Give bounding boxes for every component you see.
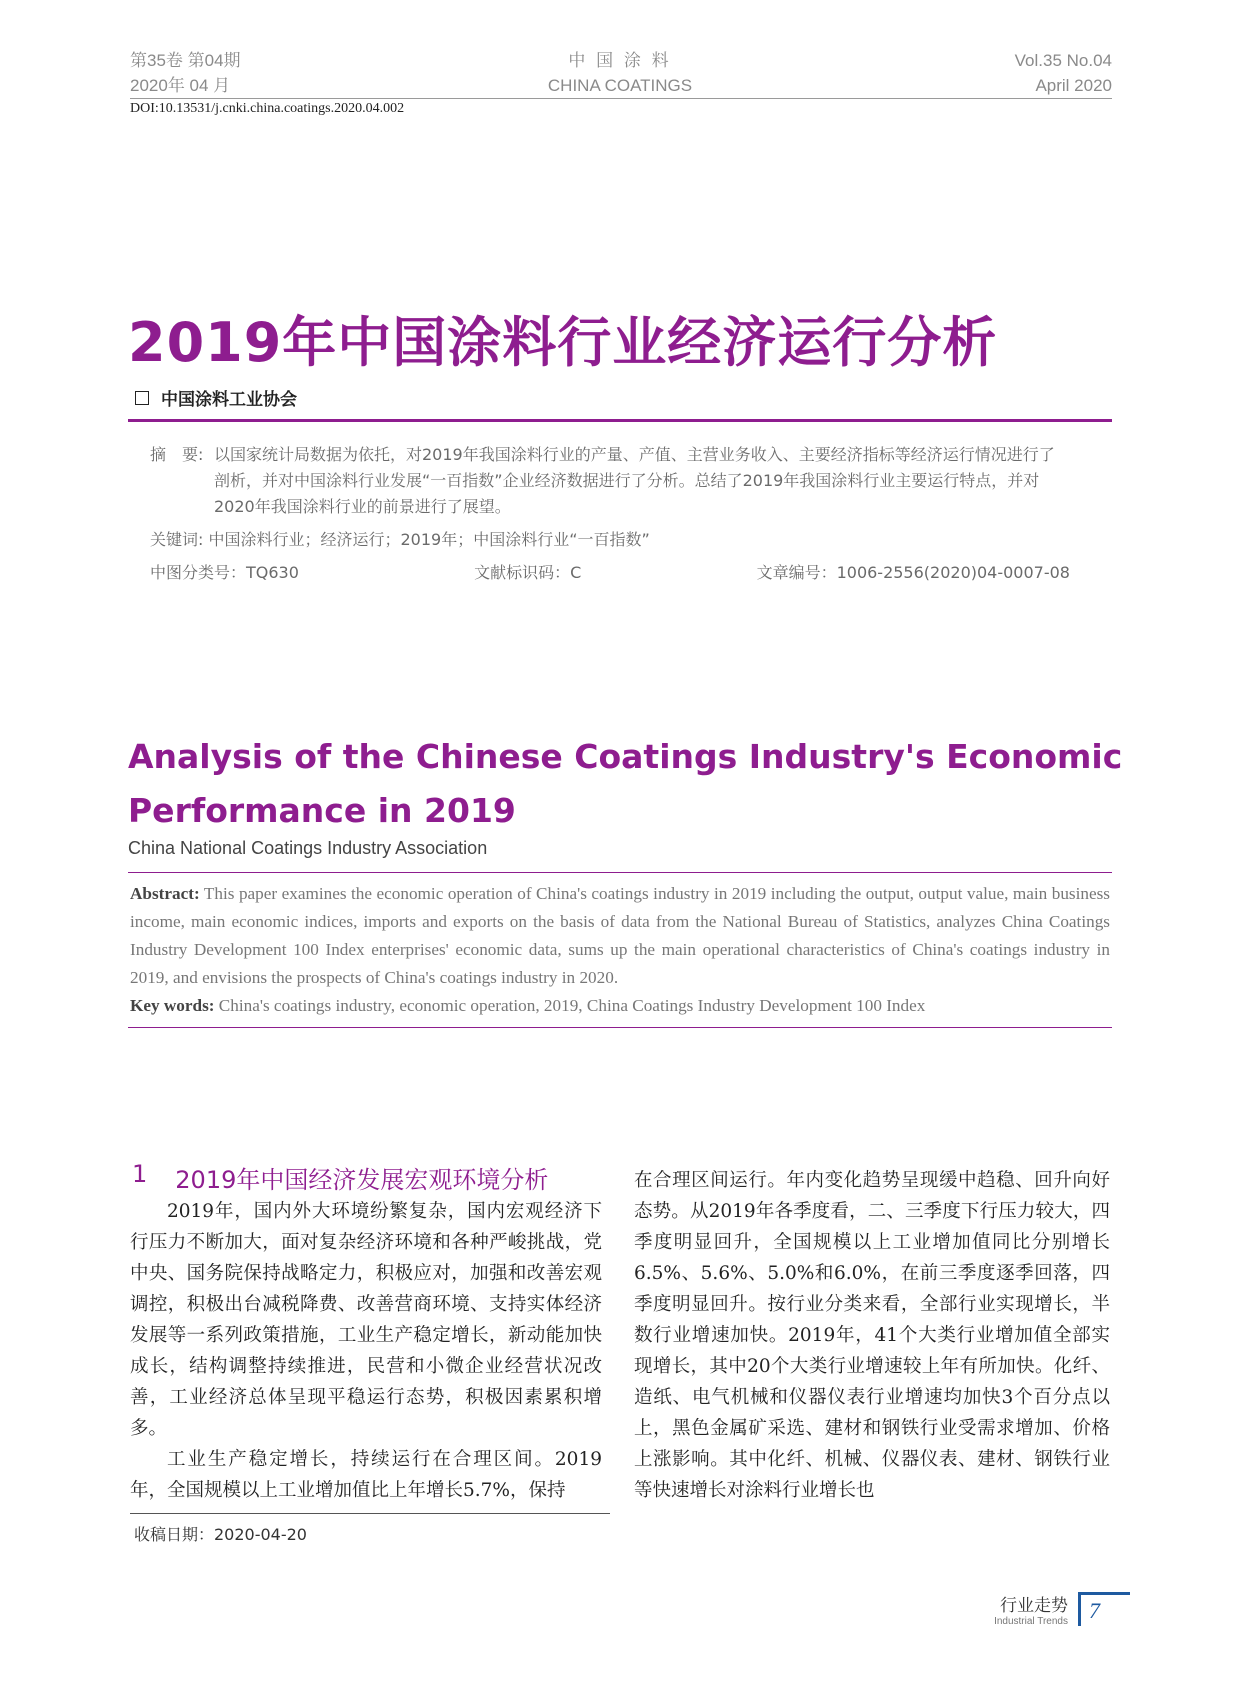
section-tag-cn: 行业走势 — [1000, 1596, 1068, 1616]
article-number: 文章编号：1006-2556(2020)04-0007-08 — [756, 563, 1070, 582]
abstract-en-top-rule — [128, 872, 1112, 873]
section-heading — [132, 1160, 548, 1195]
classification-meta — [150, 560, 1070, 583]
square-bullet-icon — [135, 391, 149, 405]
abstract-cn — [150, 442, 1070, 520]
article-title-cn: 2019年中国涂料行业经济运行分析 — [128, 311, 998, 374]
clc-number: 中图分类号：TQ630 — [150, 563, 299, 582]
abstract-en — [130, 880, 1110, 992]
journal-name-en: CHINA COATINGS — [547, 76, 693, 95]
document-code: 文献标识码：C — [474, 563, 582, 582]
abstract-en-label: Abstract: — [130, 884, 200, 903]
abstract-cn-text: 以国家统计局数据为依托，对2019年我国涂料行业的产量、产值、主营业务收入、主要经济指标等经济运行情况进行了剖析，并对中国涂料行业发展“一百指数”企业经济数据进行了分析。总结了2019年我国涂料行业主要运行特点，并对2020年我国涂料行业的前景进行了展望。 — [214, 445, 1055, 516]
abstract-cn-label: 摘 要: — [150, 445, 204, 464]
body-column-right — [634, 1165, 1110, 1506]
section-tag — [994, 1596, 1068, 1627]
abstract-en-bottom-rule — [128, 1027, 1112, 1028]
keywords-en-label: Key words: — [130, 996, 215, 1015]
header-divider — [130, 98, 1112, 99]
issue-date-en: April 2020 — [1035, 76, 1112, 95]
journal-name-cn: 中 国 涂 料 — [568, 51, 672, 70]
doi[interactable]: DOI:10.13531/j.cnki.china.coatings.2020.04.002 — [130, 101, 405, 116]
keywords-en-text: China's coatings industry, economic operation, 2019, China Coatings Industry Development 100 Index — [214, 996, 926, 1015]
received-date: 收稿日期：2020-04-20 — [134, 1525, 307, 1544]
keywords-en — [130, 996, 1110, 1016]
body-column-left — [130, 1196, 602, 1506]
section-tag-en: Industrial Trends — [994, 1616, 1068, 1627]
body-paragraph: 2019年，国内外大环境纷繁复杂，国内宏观经济下行压力不断加大，面对复杂经济环境和各种严峻挑战，党中央、国务院保持战略定力，积极应对，加强和改善宏观调控，积极出台减税降费、改善营商环境、支持实体经济发展等一系列政策措施，工业生产稳定增长，新动能加快成长，结构调整持续推进，民营和小微企业经营状况改善，工业经济总体呈现平稳运行态势，积极因素累积增多。 — [130, 1201, 602, 1439]
footnote-divider — [130, 1513, 610, 1514]
section-title: 2019年中国经济发展宏观环境分析 — [175, 1166, 549, 1194]
body-paragraph: 在合理区间运行。年内变化趋势呈现缓中趋稳、回升向好态势。从2019年各季度看，二、三季度下行压力较大，四季度明显回升，全国规模以上工业增加值同比分别增长6.5%、5.6%、5.0%和6.0%，在前三季度逐季回落，四季度明显回升。按行业分类来看，全部行业实现增长，半数行业增速加快。2019年，41个大类行业增加值全部实现增长，其中20个大类行业增速较上年有所加快。化纤、造纸、电气机械和仪器仪表行业增速均加快3个百分点以上，黑色金属矿采选、建材和钢铁行业受需求增加、价格上涨影响。其中化纤、机械、仪器仪表、建材、钢铁行业等快速增长对涂料行业增长也 — [634, 1170, 1110, 1501]
journal-volume-en — [1015, 48, 1112, 98]
volume-issue-en: Vol.35 No.04 — [1014, 51, 1112, 70]
keywords-cn: 关键词: 中国涂料行业；经济运行；2019年；中国涂料行业“一百指数” — [150, 530, 650, 549]
abstract-en-text: This paper examines the economic operation of China's coatings industry in 2019 including the output, output value, main business income, main economic indices, imports and exports on the basis of data from the National Bureau of Statistics, analyzes China Coatings Industry Development 100 Index enterprises' economic data, sums up the main operational characteristics of China's coatings industry in 2019, and envisions the prospects of China's coatings industry in 2020. — [130, 884, 1110, 987]
section-number: 1 — [132, 1160, 148, 1188]
volume-issue-line: 第35卷 第04期 — [130, 51, 241, 70]
author-cn-name: 中国涂料工业协会 — [161, 390, 297, 410]
author-cn — [135, 385, 297, 410]
journal-volume-issue — [130, 48, 241, 98]
author-en: China National Coatings Industry Association — [128, 838, 488, 858]
title-divider — [128, 419, 1112, 422]
page-number: 7 — [1078, 1592, 1130, 1626]
issue-date-cn: 2020年 04 月 — [130, 76, 231, 95]
journal-name — [500, 48, 740, 98]
article-title-en: Analysis of the Chinese Coatings Industry's Economic Performance in 2019 — [128, 737, 1123, 830]
body-paragraph: 工业生产稳定增长，持续运行在合理区间。2019年，全国规模以上工业增加值比上年增长5.7%，保持 — [130, 1449, 602, 1501]
